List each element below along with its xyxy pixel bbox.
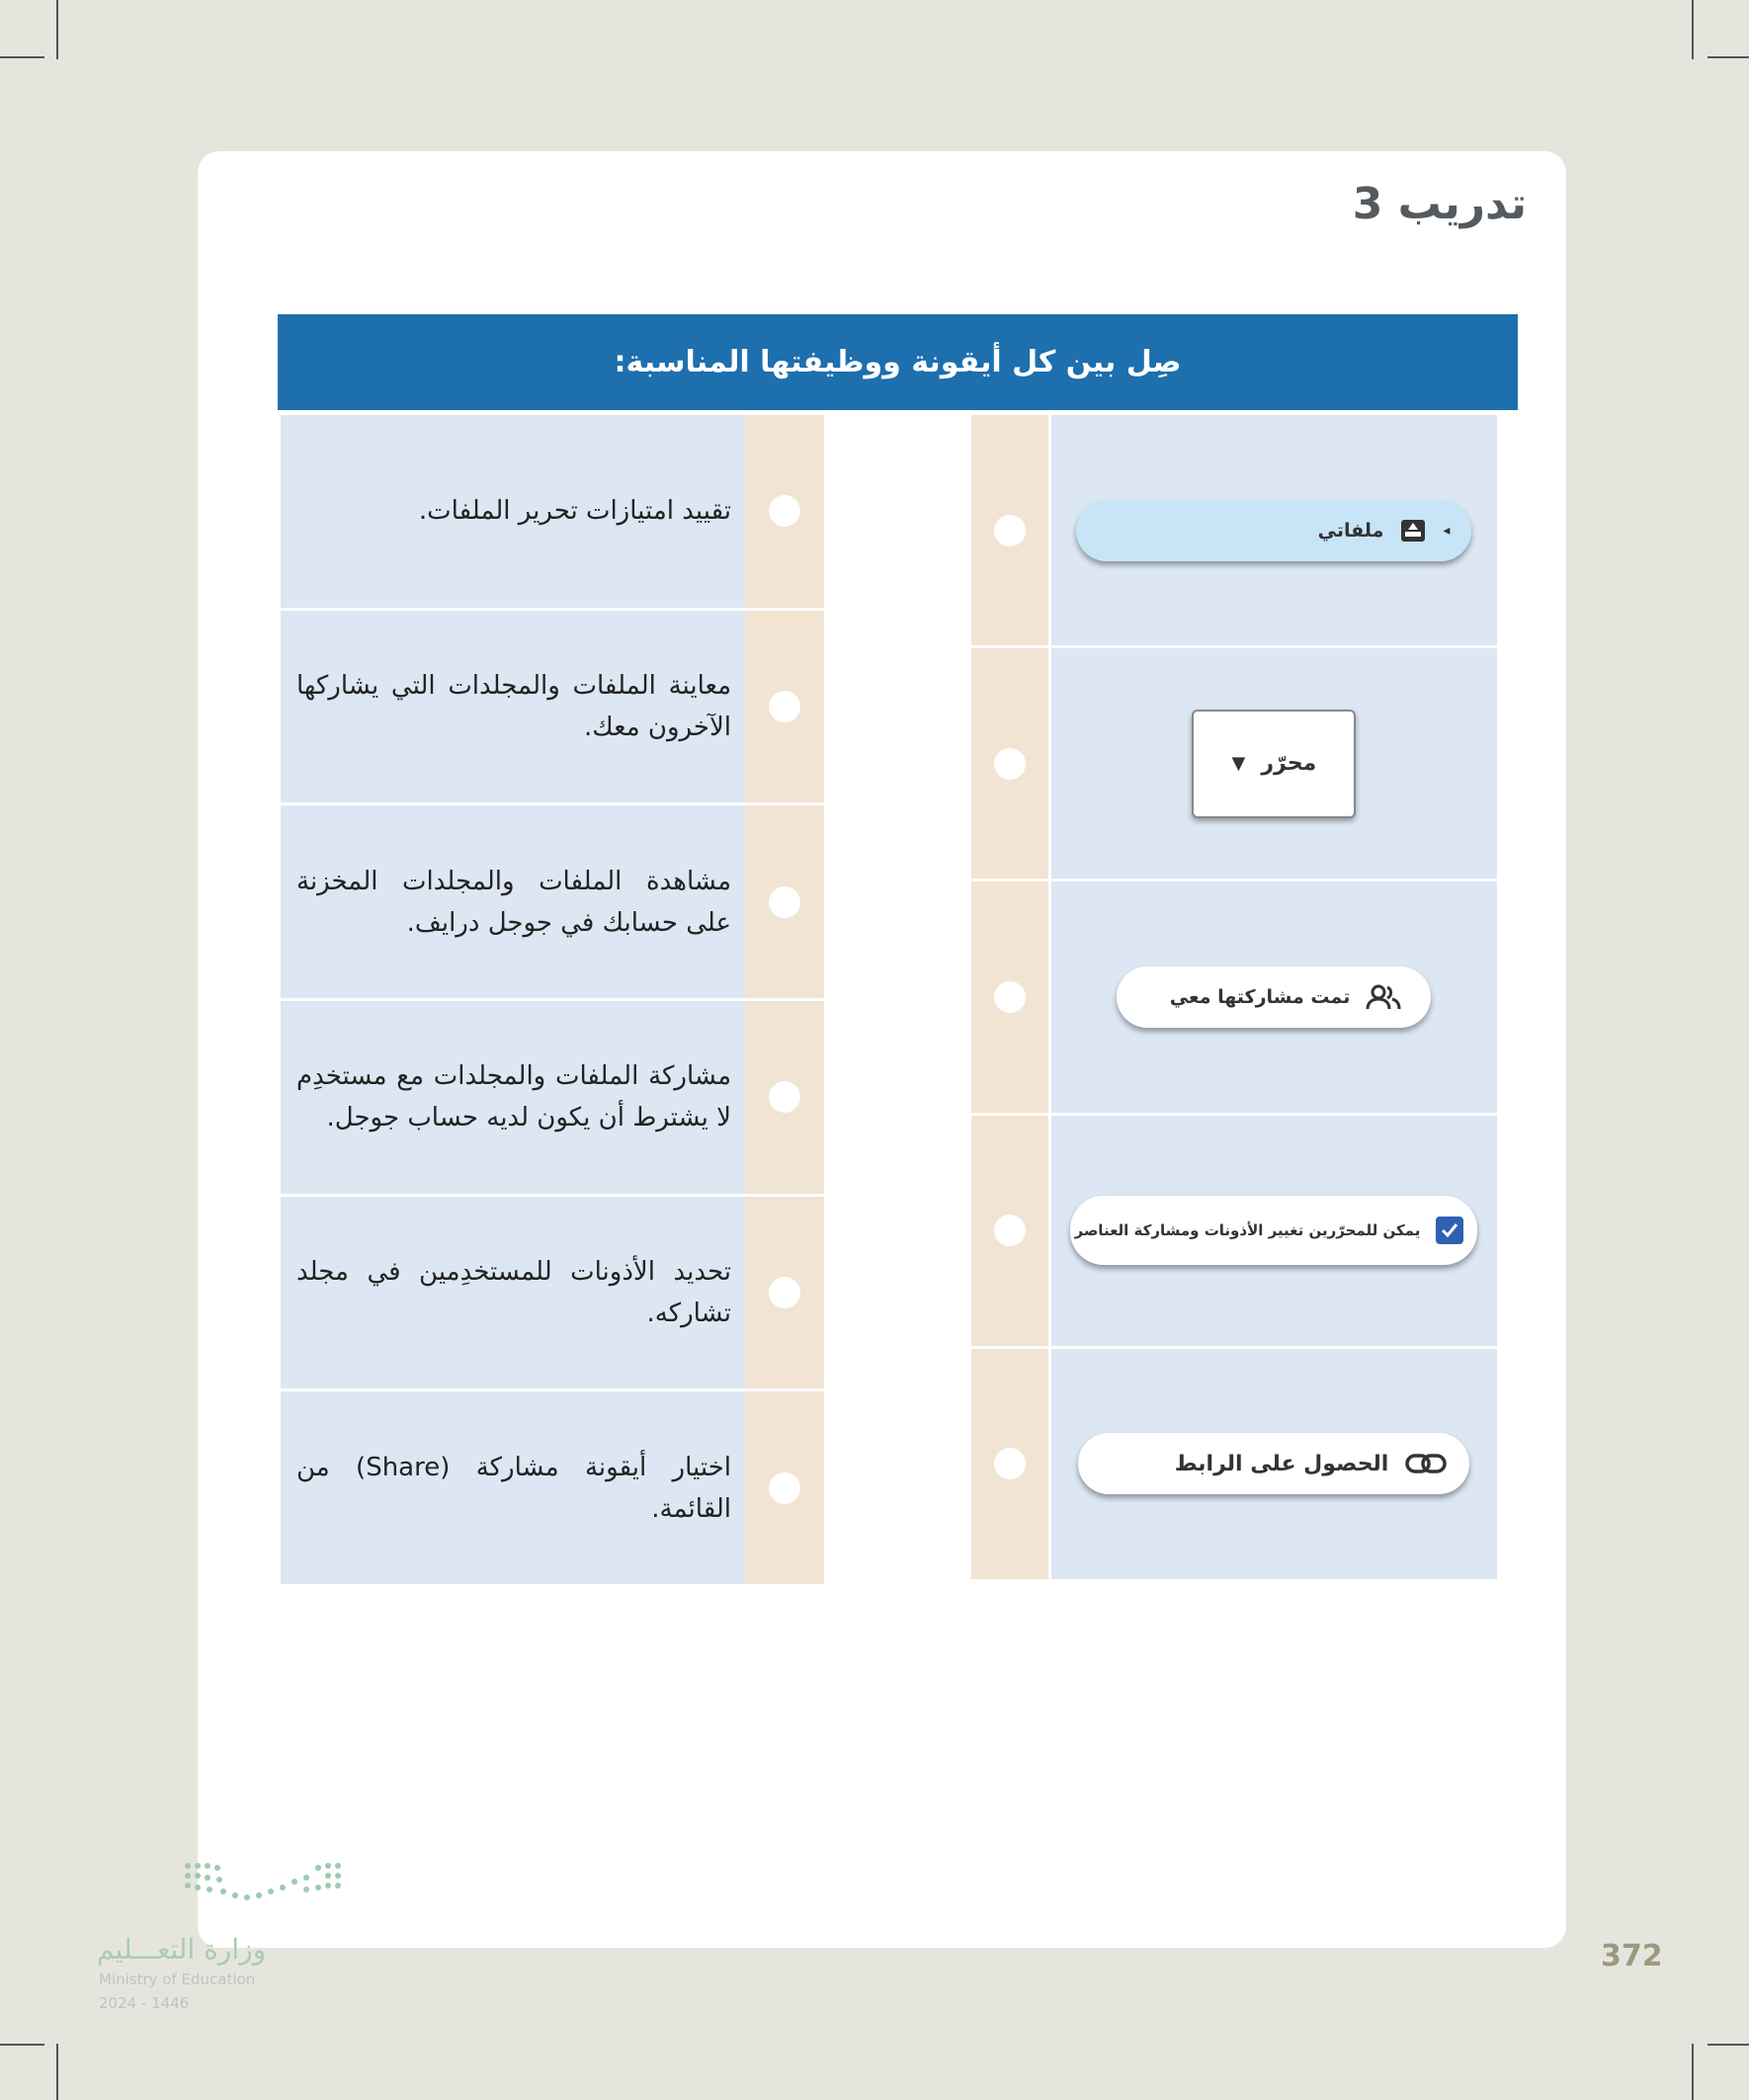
editor-dropdown — [1192, 710, 1356, 818]
function-text: مشاهدة الملفات والمجلدات المخزنة على حسابك في جوجل درايف. — [278, 805, 745, 998]
connect-dot-cell — [971, 1116, 1048, 1346]
ministry-year: 2024 - 1446 — [99, 1994, 190, 2012]
connect-dot-icon-4[interactable] — [994, 1215, 1026, 1246]
exercise-card — [198, 151, 1566, 1948]
editors-permission-label: يمكن للمحرّرين تغيير الأذونات ومشاركة العناصر — [1074, 1221, 1421, 1240]
connect-dot-icon-1[interactable] — [994, 515, 1026, 546]
crop-mark — [56, 2044, 58, 2100]
crop-mark — [0, 56, 44, 58]
icons-column — [971, 415, 1497, 1579]
icon-row — [971, 1116, 1497, 1349]
function-text: تقييد امتيازات تحرير الملفات. — [278, 415, 745, 608]
function-text: معاينة الملفات والمجلدات التي يشاركها الآخرون معك. — [278, 611, 745, 803]
ministry-name-english: Ministry of Education — [99, 1971, 256, 1988]
instruction-banner — [278, 314, 1518, 410]
crop-mark — [1707, 56, 1749, 58]
functions-column — [278, 415, 824, 1584]
my-files-label: ملفاتي — [1317, 519, 1384, 542]
icon-row — [971, 648, 1497, 882]
connect-dot-function-4[interactable] — [769, 1081, 800, 1113]
function-text: مشاركة الملفات والمجلدات مع مستخدِم لا يشترط أن يكون لديه حساب جوجل. — [278, 1001, 745, 1194]
function-row — [278, 1391, 824, 1584]
connect-dot-icon-5[interactable] — [994, 1448, 1026, 1479]
editors-permission-pill — [1070, 1196, 1477, 1265]
function-row — [278, 611, 824, 806]
connect-dot-icon-2[interactable] — [994, 748, 1026, 780]
icon-cell — [1048, 415, 1497, 645]
icon-cell — [1048, 1116, 1497, 1346]
function-row — [278, 415, 824, 611]
ministry-logo-dots-icon — [180, 1858, 358, 1921]
connect-dot-cell — [971, 648, 1048, 879]
connect-dot-function-5[interactable] — [769, 1277, 800, 1308]
link-icon — [1404, 1452, 1448, 1475]
dropdown-arrow-icon: ▼ — [1231, 753, 1246, 775]
people-icon — [1366, 983, 1401, 1011]
connect-dot-cell — [745, 1391, 824, 1584]
checkbox-checked-icon — [1436, 1217, 1463, 1244]
ministry-logo — [97, 1858, 294, 2016]
crop-mark — [56, 0, 58, 59]
crop-mark — [1692, 0, 1694, 59]
crop-mark — [0, 2044, 44, 2046]
page-number: 372 — [1601, 1939, 1663, 1974]
connect-dot-function-3[interactable] — [769, 886, 800, 918]
connect-dot-cell — [745, 611, 824, 803]
connect-dot-cell — [971, 415, 1048, 645]
function-row — [278, 1001, 824, 1197]
function-row — [278, 1197, 824, 1392]
connect-dot-function-1[interactable] — [769, 495, 800, 527]
editor-label: محرّر — [1261, 751, 1317, 777]
ministry-name-arabic: وزارة التعـــليم — [97, 1933, 267, 1966]
connect-dot-cell — [971, 882, 1048, 1112]
exercise-title: تدريب 3 — [1352, 179, 1527, 229]
expand-arrow-icon: ◂ — [1443, 522, 1451, 539]
crop-mark — [1707, 2044, 1749, 2046]
icon-cell — [1048, 648, 1497, 879]
connect-dot-cell — [971, 1349, 1048, 1579]
icon-row — [971, 415, 1497, 648]
function-text: اختيار أيقونة مشاركة (Share) من القائمة. — [278, 1391, 745, 1584]
icon-row — [971, 882, 1497, 1115]
get-link-label: الحصول على الرابط — [1174, 1451, 1389, 1476]
connect-dot-function-6[interactable] — [769, 1472, 800, 1504]
connect-dot-function-2[interactable] — [769, 691, 800, 722]
shared-with-me-pill — [1117, 966, 1431, 1028]
function-text: تحديد الأذونات للمستخدِمين في مجلد تشاركه. — [278, 1197, 745, 1389]
connect-dot-icon-3[interactable] — [994, 981, 1026, 1013]
function-row — [278, 805, 824, 1001]
icon-row — [971, 1349, 1497, 1579]
shared-with-me-label: تمت مشاركتها معي — [1169, 986, 1351, 1008]
crop-mark — [1692, 2044, 1694, 2100]
my-drive-icon — [1399, 518, 1427, 544]
my-files-pill — [1076, 500, 1471, 561]
instruction-text: صِل بين كل أيقونة ووظيفتها المناسبة: — [614, 345, 1182, 379]
connect-dot-cell — [745, 1197, 824, 1389]
connect-dot-cell — [745, 1001, 824, 1194]
get-link-pill — [1078, 1433, 1469, 1494]
connect-dot-cell — [745, 805, 824, 998]
icon-cell — [1048, 882, 1497, 1112]
connect-dot-cell — [745, 415, 824, 608]
icon-cell — [1048, 1349, 1497, 1579]
